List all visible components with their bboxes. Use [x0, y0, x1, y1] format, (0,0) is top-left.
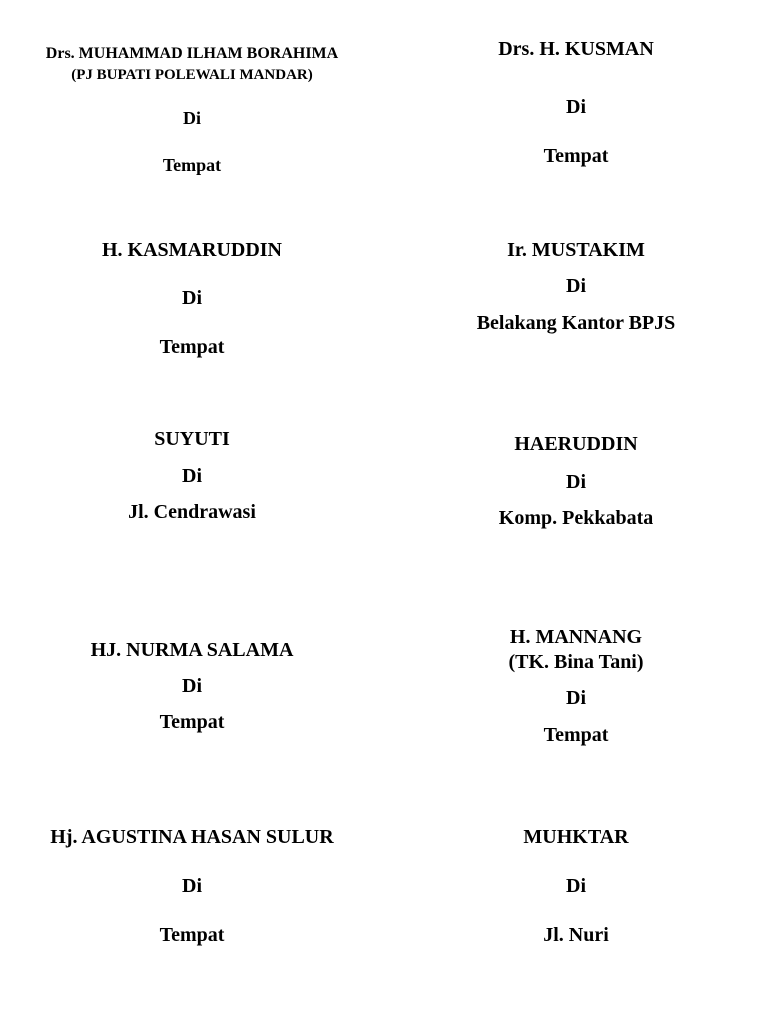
recipient-name: Ir. MUSTAKIM [507, 239, 645, 261]
recipient-name: HJ. NURMA SALAMA [90, 639, 294, 661]
recipient-name: HAERUDDIN [514, 433, 638, 455]
di-label: Di [182, 675, 202, 697]
di-label: Di [566, 471, 586, 493]
di-label: Di [182, 875, 202, 897]
di-label: Di [566, 96, 586, 118]
recipient-address: Tempat [543, 724, 609, 746]
recipient-address: Jl. Cendrawasi [128, 501, 256, 523]
di-label: Di [182, 465, 202, 487]
recipient-name: MUHKTAR [523, 826, 629, 848]
recipient-address: Tempat [159, 711, 225, 733]
recipient-name: SUYUTI [154, 428, 230, 450]
recipient-address: Tempat [159, 924, 225, 946]
di-label: Di [566, 275, 586, 297]
recipient-name: Hj. AGUSTINA HASAN SULUR [50, 826, 334, 848]
recipient-address: Komp. Pekkabata [498, 507, 654, 529]
di-label: Di [183, 108, 201, 128]
recipient-name: Drs. H. KUSMAN [498, 38, 654, 60]
recipient-address: Tempat [162, 155, 222, 175]
recipient-title: (TK. Bina Tani) [508, 651, 644, 673]
recipient-name: Drs. MUHAMMAD ILHAM BORAHIMA [45, 45, 339, 62]
recipient-address: Tempat [543, 145, 609, 167]
recipient-name: H. KASMARUDDIN [102, 239, 282, 261]
recipient-address: Tempat [159, 336, 225, 358]
di-label: Di [182, 287, 202, 309]
recipient-title: (PJ BUPATI POLEWALI MANDAR) [71, 67, 313, 83]
recipient-address: Jl. Nuri [543, 924, 609, 946]
di-label: Di [566, 687, 586, 709]
recipient-address: Belakang Kantor BPJS [476, 312, 676, 334]
recipient-name: H. MANNANG [509, 626, 643, 648]
di-label: Di [566, 875, 586, 897]
